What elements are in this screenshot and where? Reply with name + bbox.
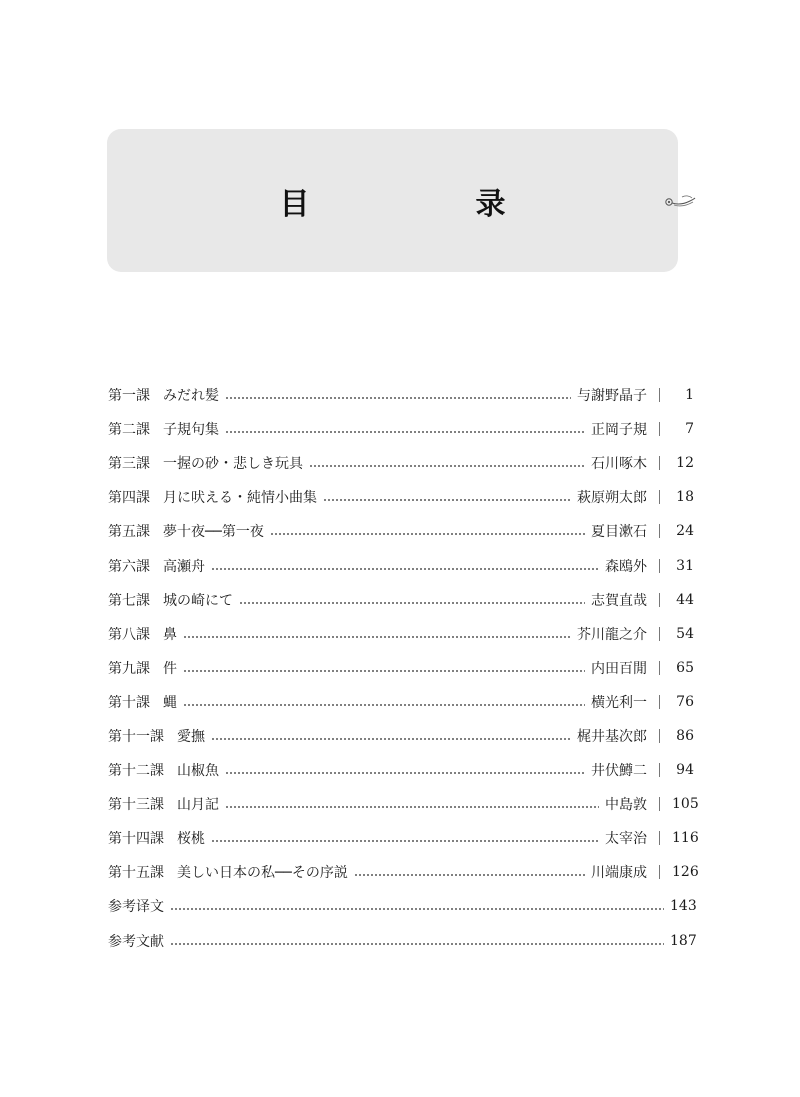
toc-entry[interactable]	[108, 855, 699, 889]
page-number: 12	[676, 455, 694, 472]
toc-entry[interactable]	[108, 412, 694, 446]
lesson-title: 城の崎にて	[163, 592, 233, 609]
page-number: 44	[676, 591, 694, 608]
separator	[659, 865, 660, 879]
separator	[659, 388, 660, 402]
page-number: 7	[685, 421, 694, 438]
lesson-title: 一握の砂・悲しき玩具	[163, 456, 303, 473]
dot-leader	[225, 806, 599, 808]
author-name: 川端康成	[591, 865, 647, 882]
lesson-number: 第六課	[108, 558, 150, 575]
separator	[659, 661, 660, 675]
appendix-title: 参考文献	[108, 933, 164, 950]
author-name: 森鴎外	[605, 558, 647, 575]
toc-entry[interactable]	[108, 378, 694, 412]
separator	[659, 797, 660, 811]
separator	[659, 627, 660, 641]
separator	[659, 490, 660, 504]
dot-leader	[183, 636, 571, 638]
author-name: 正岡子規	[591, 422, 647, 439]
dot-leader	[309, 465, 585, 467]
page-title: 目 录	[279, 186, 574, 222]
page-number: 65	[676, 659, 694, 676]
lesson-number: 第十一課	[108, 728, 164, 745]
toc-entry[interactable]	[108, 548, 694, 582]
lesson-title: 愛撫	[177, 728, 205, 745]
lesson-number: 第二課	[108, 422, 150, 439]
dot-leader	[239, 602, 585, 604]
author-name: 芥川龍之介	[577, 626, 647, 643]
dot-leader	[211, 738, 571, 740]
dot-leader	[270, 533, 585, 535]
author-name: 石川啄木	[591, 456, 647, 473]
separator	[659, 422, 660, 436]
toc-entry[interactable]	[108, 787, 699, 821]
separator	[659, 729, 660, 743]
author-name: 志賀直哉	[591, 592, 647, 609]
lesson-title: 山月記	[177, 797, 219, 814]
lesson-number: 第九課	[108, 660, 150, 677]
lesson-title: 高瀬舟	[163, 558, 205, 575]
lesson-number: 第十五課	[108, 865, 164, 882]
lesson-number: 第十三課	[108, 797, 164, 814]
toc-appendix-entry[interactable]	[108, 924, 697, 958]
lesson-title: 件	[163, 660, 177, 677]
toc-entry[interactable]	[108, 753, 694, 787]
dot-leader	[211, 568, 599, 570]
dot-leader	[225, 772, 585, 774]
author-name: 内田百閒	[591, 660, 647, 677]
toc-entry[interactable]	[108, 821, 699, 855]
lesson-title: 美しい日本の私──その序説	[177, 865, 348, 882]
lesson-number: 第五課	[108, 524, 150, 541]
title-banner	[107, 129, 678, 272]
lesson-number: 第十四課	[108, 831, 164, 848]
author-name: 梶井基次郎	[577, 728, 647, 745]
page-number: 18	[676, 489, 694, 506]
table-of-contents	[108, 378, 699, 958]
toc-entry[interactable]	[108, 685, 694, 719]
separator	[659, 831, 660, 845]
page-number: 187	[670, 932, 697, 949]
lesson-number: 第十二課	[108, 763, 164, 780]
separator	[659, 524, 660, 538]
toc-entry[interactable]	[108, 651, 694, 685]
page-number: 24	[676, 523, 694, 540]
dot-leader	[170, 943, 664, 945]
page-number: 116	[672, 830, 699, 847]
lesson-title: 鼻	[163, 626, 177, 643]
author-name: 井伏鱒二	[591, 763, 647, 780]
separator	[659, 559, 660, 573]
page-number: 76	[676, 693, 694, 710]
dot-leader	[183, 670, 585, 672]
lesson-title: 山椒魚	[177, 763, 219, 780]
author-name: 萩原朔太郎	[577, 490, 647, 507]
swirl-ornament-icon	[662, 192, 696, 210]
lesson-title: 蝿	[163, 694, 177, 711]
toc-entry[interactable]	[108, 446, 694, 480]
dot-leader	[170, 908, 664, 910]
lesson-title: 桜桃	[177, 831, 205, 848]
author-name: 太宰治	[605, 831, 647, 848]
lesson-number: 第七課	[108, 592, 150, 609]
separator	[659, 695, 660, 709]
lesson-number: 第八課	[108, 626, 150, 643]
toc-entry[interactable]	[108, 583, 694, 617]
toc-entry[interactable]	[108, 617, 694, 651]
author-name: 与謝野晶子	[577, 388, 647, 405]
page-number: 105	[672, 796, 699, 813]
page-number: 54	[676, 625, 694, 642]
page-number: 1	[685, 387, 694, 404]
dot-leader	[354, 874, 585, 876]
page-number: 31	[676, 557, 694, 574]
toc-entry[interactable]	[108, 514, 694, 548]
lesson-title: みだれ髪	[163, 388, 219, 405]
separator	[659, 593, 660, 607]
dot-leader	[211, 840, 599, 842]
author-name: 横光利一	[591, 694, 647, 711]
separator	[659, 456, 660, 470]
separator	[659, 763, 660, 777]
dot-leader	[225, 397, 571, 399]
dot-leader	[323, 499, 571, 501]
appendix-title: 参考译文	[108, 899, 164, 916]
author-name: 中島敦	[605, 797, 647, 814]
page-number: 143	[670, 898, 697, 915]
page-number: 94	[676, 762, 694, 779]
toc-appendix-entry[interactable]	[108, 889, 697, 923]
lesson-number: 第四課	[108, 490, 150, 507]
lesson-number: 第十課	[108, 694, 150, 711]
dot-leader	[225, 431, 585, 433]
toc-entry[interactable]	[108, 719, 694, 753]
dot-leader	[183, 704, 585, 706]
lesson-number: 第一課	[108, 388, 150, 405]
lesson-title: 月に吠える・純情小曲集	[163, 490, 317, 507]
lesson-title: 夢十夜──第一夜	[163, 524, 264, 541]
page-number: 86	[676, 727, 694, 744]
author-name: 夏目漱石	[591, 524, 647, 541]
lesson-title: 子規句集	[163, 422, 219, 439]
toc-entry[interactable]	[108, 480, 694, 514]
page-number: 126	[672, 864, 699, 881]
lesson-number: 第三課	[108, 456, 150, 473]
